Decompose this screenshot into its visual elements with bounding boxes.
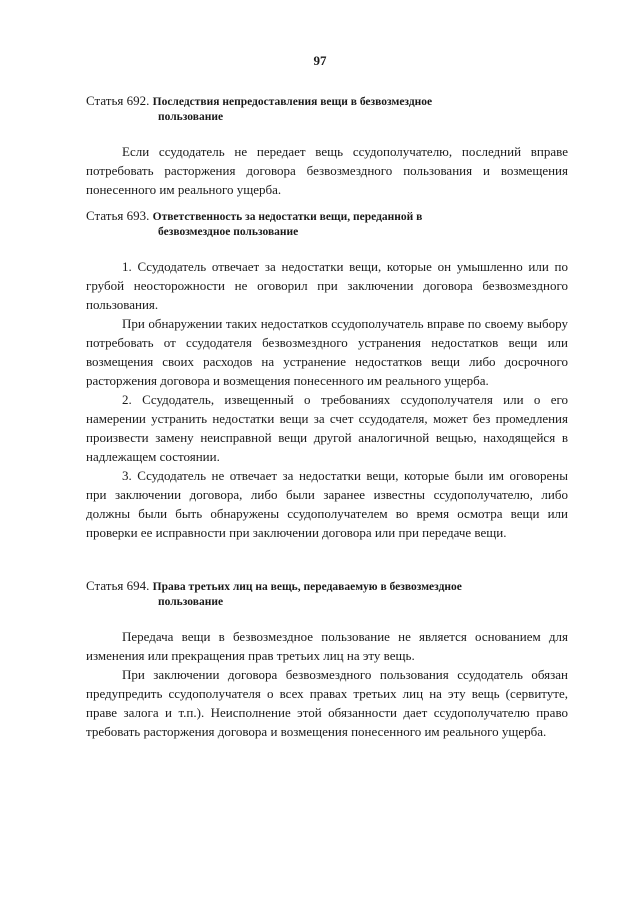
article-title-line1: Ответственность за недостатки вещи, переданной в — [152, 211, 423, 223]
article-paragraph: 3. Ссудодатель не отвечает за недостатки вещи, которые были им оговорены при заключении договора, либо были заранее известны ссудополучателю, либо должны были быть обнаружены ссудополучателем во время осмотра вещи или проверки ее исправности при заключении договора или при передаче вещи. — [86, 468, 568, 540]
article-692 — [86, 94, 568, 199]
article-paragraph: Передача вещи в безвозмездное пользование не является основанием для изменения или прекращения прав третьих лиц на эту вещь. — [86, 629, 568, 663]
article-paragraph: 2. Ссудодатель, извещенный о требованиях ссудополучателя или о его намерении устранить недостатки вещи за счет ссудодателя, может без промедления произвести замену неисправной вещи другой аналогичной вещью, находящейся в надлежащем состоянии. — [86, 392, 568, 464]
article-title-line2: безвозмездное пользование — [158, 226, 299, 238]
article-paragraph: 1. Ссудодатель отвечает за недостатки вещи, которые он умышленно или по грубой неосторожности не оговорил при заключении договора безвозмездного пользования. — [86, 259, 568, 312]
article-694 — [86, 579, 568, 741]
article-heading — [86, 579, 568, 609]
article-heading — [86, 94, 568, 124]
article-title-line1: Последствия непредоставления вещи в безвозмездное — [152, 96, 433, 108]
article-title-line2: пользование — [158, 596, 224, 608]
article-heading — [86, 209, 568, 239]
article-number: Статья 692. — [86, 93, 150, 108]
article-paragraph: При заключении договора безвозмездного пользования ссудодатель обязан предупредить ссудополучателя о всех правах третьих лиц на эту вещь (сервитуте, праве залога и т.п.). Неисполнение этой обязанности дает ссудополучателю право требовать расторжения договора и возмещения понесенного им реального ущерба. — [86, 667, 568, 739]
article-paragraph: Если ссудодатель не передает вещь ссудополучателю, последний вправе потребовать расторжения договора безвозмездного пользования и возмещения понесенного им реального ущерба. — [86, 144, 568, 197]
article-number: Статья 693. — [86, 208, 150, 223]
article-paragraph: При обнаружении таких недостатков ссудополучатель вправе по своему выбору потребовать от ссудодателя безвозмездного устранения недостатков вещи или возмещения своих расходов на устранение недостатков вещи либо досрочного расторжения договора и возмещения понесенного им реального ущерба. — [86, 316, 568, 388]
article-number: Статья 694. — [86, 578, 150, 593]
article-title-line1: Права третьих лиц на вещь, передаваемую в безвозмездное — [152, 581, 462, 593]
page-number: 97 — [313, 53, 327, 68]
article-title-line2: пользование — [158, 111, 224, 123]
article-693 — [86, 209, 568, 542]
